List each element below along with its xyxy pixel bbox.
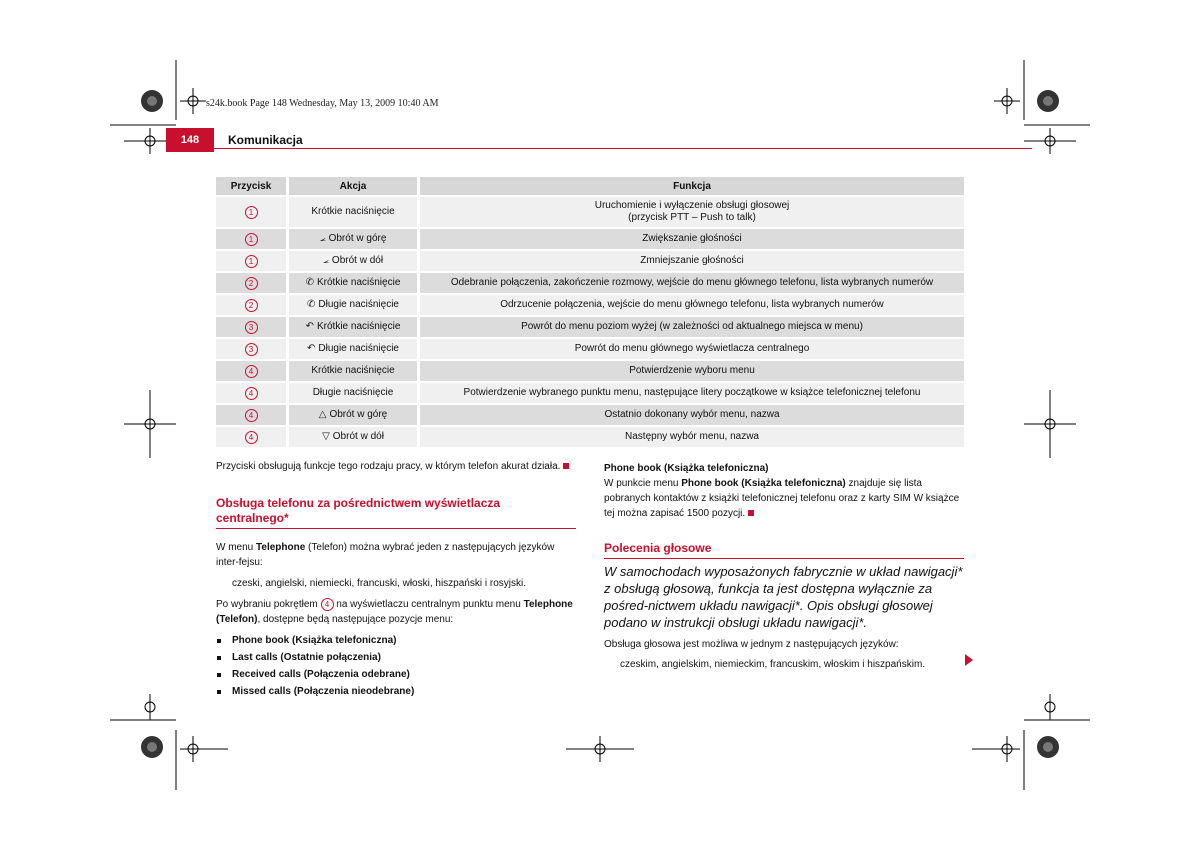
action-cell <box>289 197 420 227</box>
header-function: Funkcja <box>420 177 964 195</box>
table-row <box>216 427 964 447</box>
action-cell <box>289 295 420 315</box>
voice-paragraph: Obsługa głosowa jest możliwa w jednym z następujących języków: <box>604 639 899 650</box>
triangle-down-icon: ▽ <box>322 431 330 442</box>
button-cell <box>216 251 289 271</box>
header-button: Przycisk <box>216 177 289 195</box>
button-number-icon: 1 <box>245 255 258 268</box>
heading-underline <box>604 558 964 559</box>
phone-icon: ✆ <box>307 299 316 310</box>
function-cell <box>420 339 964 359</box>
navigation-note: W samochodach wyposażonych fabrycznie w układ nawigacji* z obsługą głosową, funkcja ta jest dostępna wyłącznie za pośred-nictwem układu nawigacji*. Opis obsługi głosowej podano w instrukcji obsługi układu nawigacji*. <box>604 564 963 630</box>
button-number-icon: 4 <box>245 431 258 444</box>
table-row <box>216 273 964 293</box>
button-number-icon: 1 <box>245 206 258 219</box>
return-icon: ↶ <box>305 321 314 332</box>
action-cell <box>289 361 420 381</box>
function-text: Odebranie połączenia, zakończenie rozmowy, wejście do menu głównego telefonu, lista wybranych numerów <box>450 277 934 288</box>
crosshair-icon <box>124 390 176 458</box>
function-text: Powrót do menu głównego wyświetlacza centralnego <box>574 343 810 354</box>
list-item: Last calls (Ostatnie połączenia) <box>216 650 576 665</box>
action-text: Krótkie naciśnięcie <box>311 206 395 217</box>
button-number-icon: 4 <box>245 365 258 378</box>
function-text-line2: (przycisk PTT – Push to talk) <box>628 212 756 223</box>
return-icon: ↶ <box>307 343 316 354</box>
function-cell <box>420 317 964 337</box>
table-row <box>216 295 964 315</box>
crosshair-icon <box>972 736 1020 762</box>
function-text: Zwiększanie głośności <box>642 233 742 244</box>
crosshair-icon <box>566 736 634 762</box>
function-text: Powrót do menu poziom wyżej (w zależności od aktualnego miejsca w menu) <box>521 321 863 332</box>
action-cell <box>289 405 420 425</box>
button-cell <box>216 361 289 381</box>
function-cell <box>420 405 964 425</box>
display-heading: Obsługa telefonu za pośrednictwem wyświetlacza centralnego* <box>216 496 501 525</box>
button-number-icon: 3 <box>245 321 258 334</box>
action-text: Krótkie naciśnięcie <box>311 365 395 376</box>
button-number-icon: 4 <box>245 387 258 400</box>
function-text: Potwierdzenie wyboru menu <box>629 365 755 376</box>
action-cell <box>289 251 420 271</box>
page-number: 148 <box>180 134 200 146</box>
list-item: Phone book (Książka telefoniczna) <box>216 633 576 648</box>
table-row <box>216 317 964 337</box>
table-row <box>216 361 964 381</box>
table-row <box>216 383 964 403</box>
function-cell <box>420 229 964 249</box>
controls-table <box>216 175 964 449</box>
button-cell <box>216 273 289 293</box>
action-text: Obrót w dół <box>332 431 384 442</box>
table-header-row <box>216 177 964 195</box>
volume-up-icon: ⦟ <box>319 233 326 244</box>
starburst-icon <box>141 736 163 758</box>
action-cell <box>289 273 420 293</box>
action-text: Krótkie naciśnięcie <box>317 321 401 332</box>
action-cell <box>289 339 420 359</box>
header-rule <box>214 148 1032 149</box>
phone-icon: ✆ <box>305 277 314 288</box>
action-text: Długie naciśnięcie <box>318 299 399 310</box>
voice-heading: Polecenia głosowe <box>604 541 712 555</box>
button-number-icon: 4 <box>321 598 334 611</box>
button-number-icon: 2 <box>245 299 258 312</box>
header-action: Akcja <box>289 177 420 195</box>
action-cell <box>289 317 420 337</box>
function-cell <box>420 383 964 403</box>
end-mark-icon <box>748 510 754 516</box>
print-header: s24k.book Page 148 Wednesday, May 13, 2009 10:40 AM <box>206 98 439 109</box>
function-text: Potwierdzenie wybranego punktu menu, następujące litery początkowe w książce telefonicznej telefonu <box>463 387 921 398</box>
action-text: Długie naciśnięcie <box>312 387 394 398</box>
function-text: Zmniejszanie głośności <box>640 255 744 266</box>
button-number-icon: 3 <box>245 343 258 356</box>
function-cell <box>420 273 964 293</box>
list-item: Received calls (Połączenia odebrane) <box>216 667 576 682</box>
menu-items-list <box>216 633 576 699</box>
note-text: Przyciski obsługują funkcje tego rodzaju pracy, w którym telefon akurat działa. <box>216 459 576 474</box>
function-cell <box>420 361 964 381</box>
triangle-up-icon: △ <box>318 409 327 420</box>
function-cell <box>420 197 964 227</box>
left-column <box>216 459 576 701</box>
table-row <box>216 339 964 359</box>
crosshair-icon <box>180 88 206 114</box>
button-cell <box>216 295 289 315</box>
action-text: Długie naciśnięcie <box>318 343 399 354</box>
list-item: Missed calls (Połączenia nieodebrane) <box>216 684 576 699</box>
button-cell <box>216 383 289 403</box>
action-cell <box>289 383 420 403</box>
crosshair-icon <box>180 736 228 762</box>
function-cell <box>420 427 964 447</box>
function-cell <box>420 295 964 315</box>
button-cell <box>216 317 289 337</box>
crosshair-icon <box>1024 128 1076 154</box>
table-row <box>216 229 964 249</box>
next-page-arrow-icon <box>965 654 973 666</box>
starburst-icon <box>1037 90 1059 112</box>
crosshair-icon <box>110 694 176 720</box>
crosshair-icon <box>1024 694 1090 720</box>
function-text: Uruchomienie i wyłączenie obsługi głosowej <box>594 200 790 211</box>
button-cell <box>216 339 289 359</box>
button-cell <box>216 197 289 227</box>
starburst-icon <box>141 90 163 112</box>
function-cell <box>420 251 964 271</box>
action-text: Obrót w górę <box>329 409 388 420</box>
end-mark-icon <box>563 463 569 469</box>
button-number-icon: 1 <box>245 233 258 246</box>
phone-book-paragraph: W punkcie menu Phone book (Książka telefoniczna) znajduje się lista pobranych kontaktów z książki telefonicznej telefonu oraz z karty SIM W książce tej można zapisać 1500 pozycji. <box>604 478 960 519</box>
phone-book-title: Phone book (Książka telefoniczna) <box>604 463 769 474</box>
action-text: Obrót w górę <box>328 233 387 244</box>
action-text: Krótkie naciśnięcie <box>317 277 401 288</box>
button-number-icon: 4 <box>245 409 258 422</box>
table-row <box>216 197 964 227</box>
action-cell <box>289 427 420 447</box>
function-text: Odrzucenie połączenia, wejście do menu głównego telefonu, lista wybranych numerów <box>500 299 884 310</box>
button-cell <box>216 229 289 249</box>
right-column <box>604 461 964 672</box>
volume-down-icon: ⦟ <box>322 255 329 266</box>
table-row <box>216 405 964 425</box>
action-cell <box>289 229 420 249</box>
function-text: Ostatnio dokonany wybór menu, nazwa <box>604 409 780 420</box>
section-title: Komunikacja <box>228 133 303 147</box>
heading-underline <box>216 528 576 529</box>
crosshair-icon <box>994 88 1020 114</box>
action-text: Obrót w dół <box>331 255 384 266</box>
voice-languages: czeskim, angielskim, niemieckim, francuskim, włoskim i hiszpańskim. <box>620 659 926 670</box>
starburst-icon <box>1037 736 1059 758</box>
button-number-icon: 2 <box>245 277 258 290</box>
paragraph-menu: Po wybraniu pokrętłem 4 na wyświetlaczu centralnym punktu menu Telephone (Telefon), dostępne będą następujące pozycje menu: <box>216 599 573 625</box>
table-row <box>216 251 964 271</box>
function-text: Następny wybór menu, nazwa <box>625 431 759 442</box>
paragraph-telephone: W menu Telephone (Telefon) można wybrać jeden z następujących języków inter-fejsu: <box>216 542 555 568</box>
crosshair-icon <box>1024 390 1076 458</box>
button-cell <box>216 405 289 425</box>
languages-list: czeski, angielski, niemiecki, francuski, włoski, hiszpański i rosyjski. <box>232 578 526 589</box>
button-cell <box>216 427 289 447</box>
